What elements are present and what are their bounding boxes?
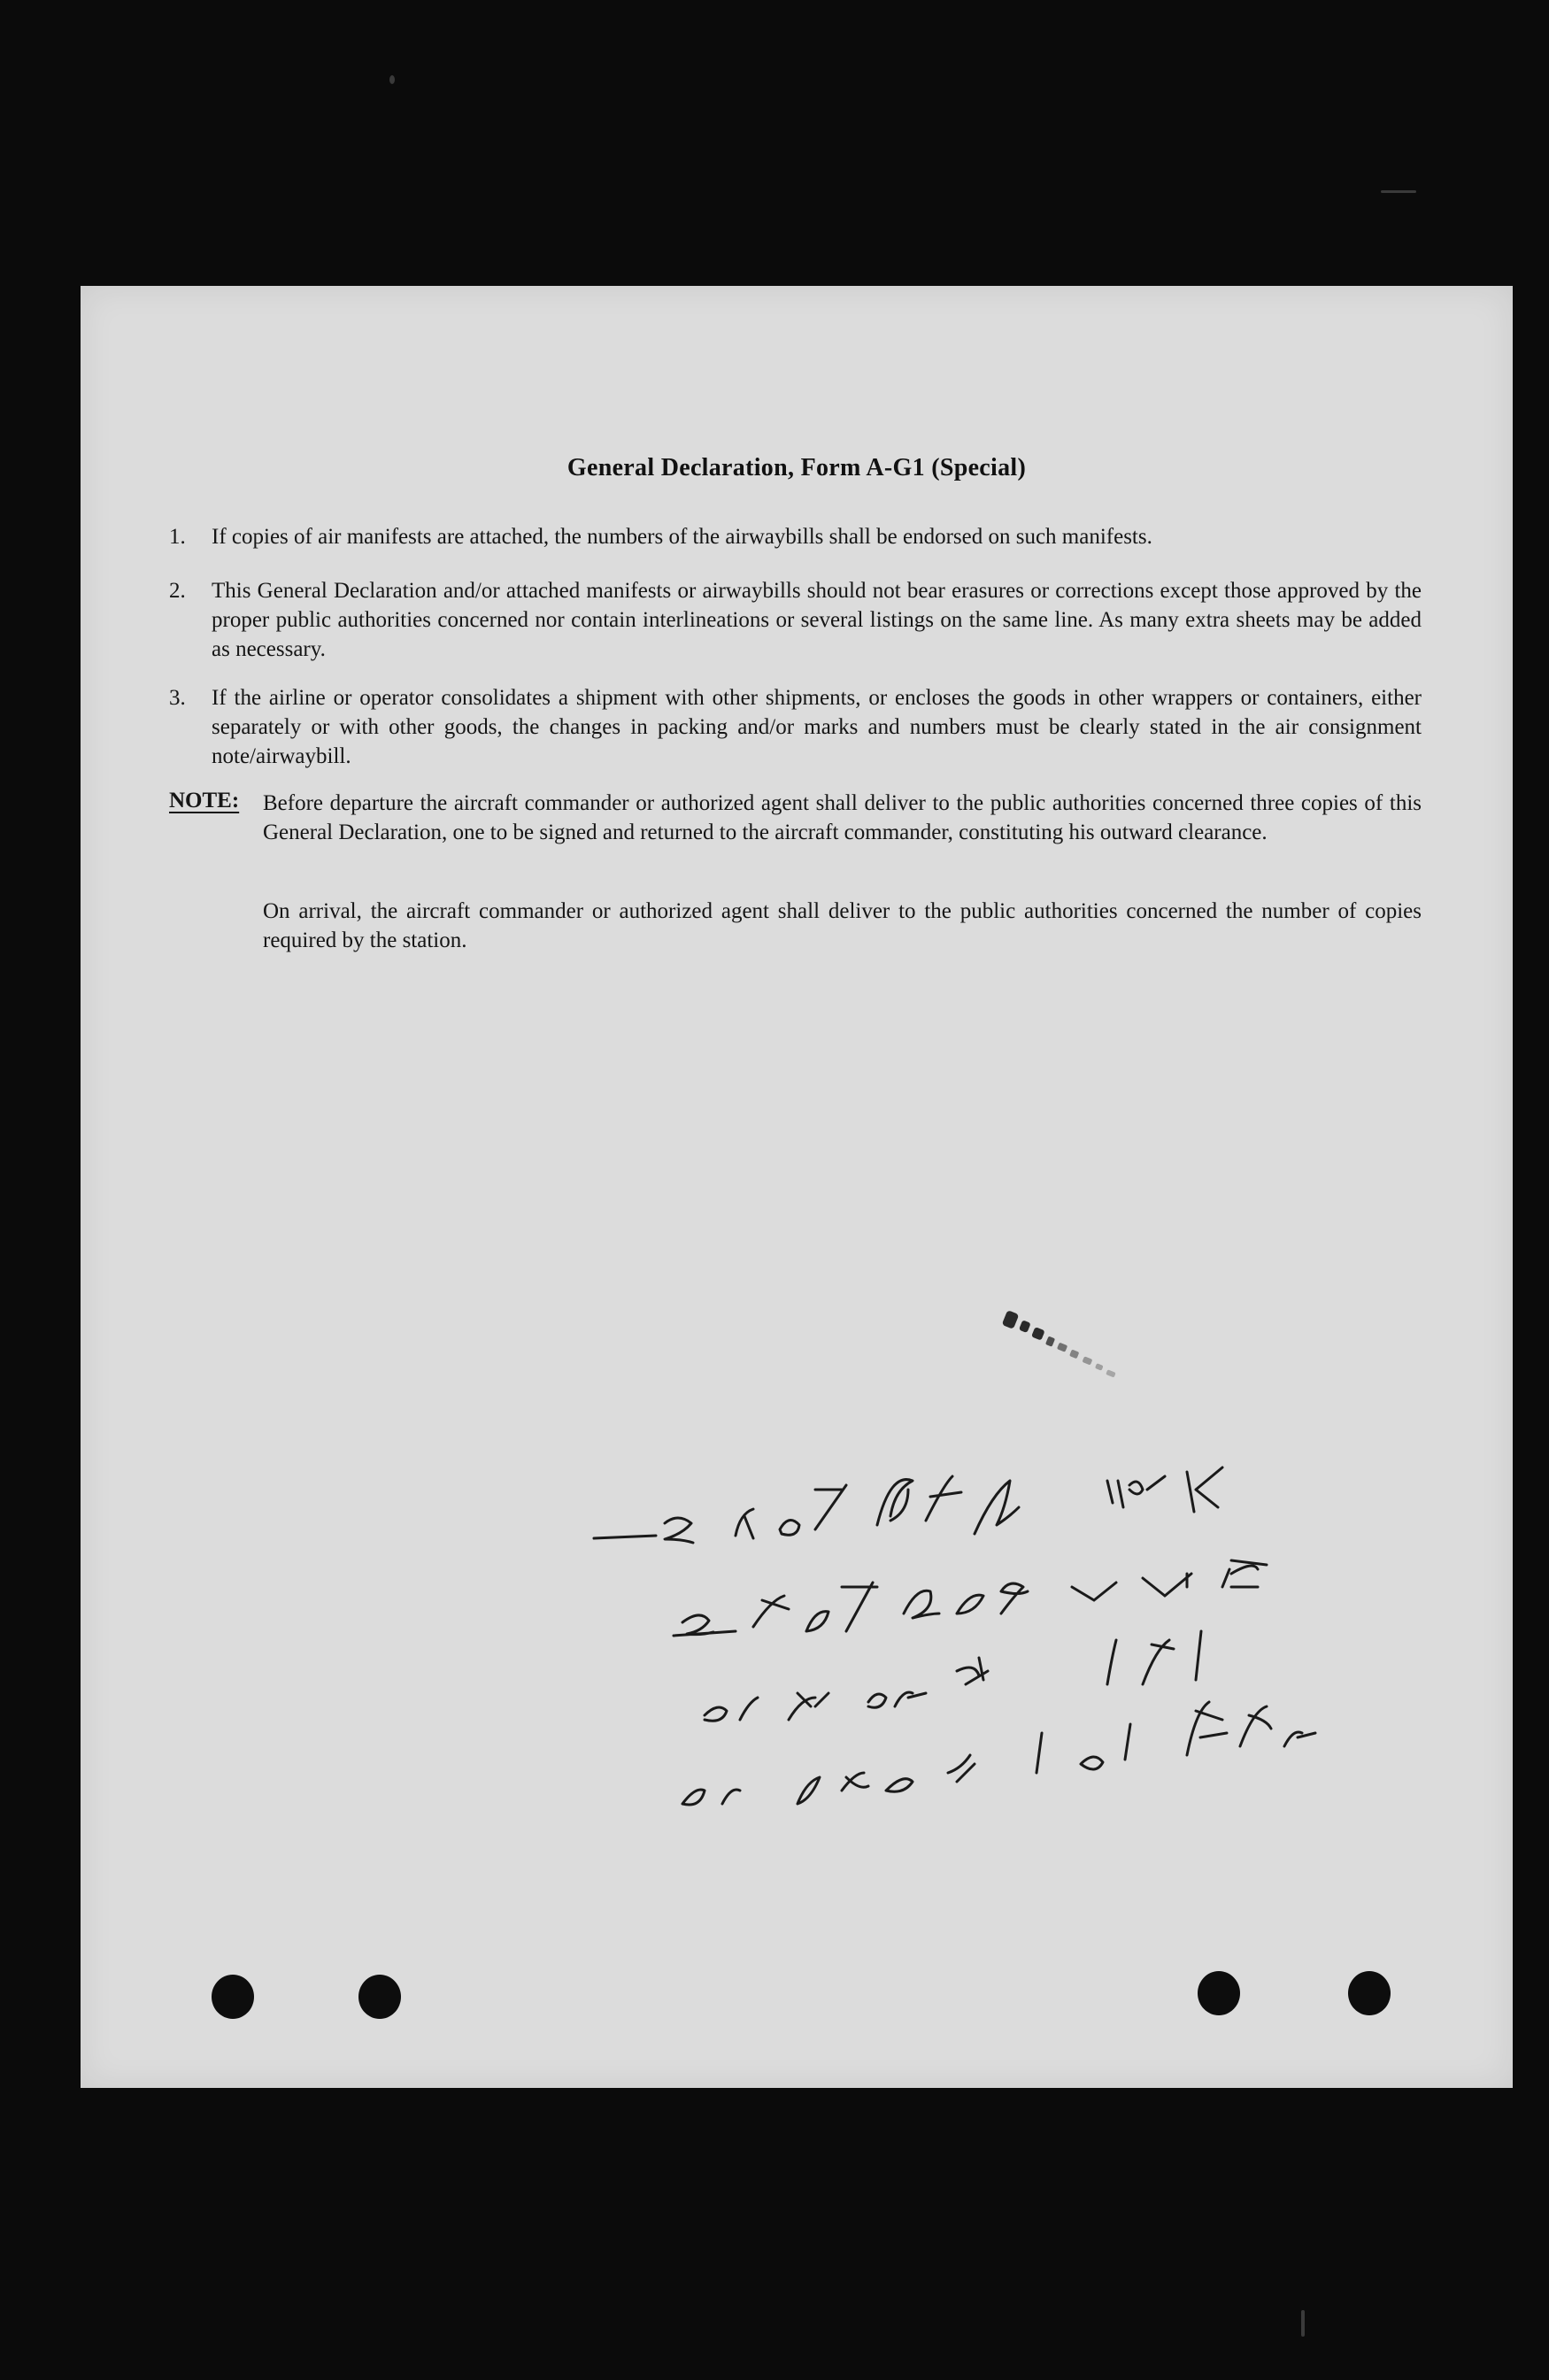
stamp-mark bbox=[992, 1308, 1222, 1406]
punch-hole bbox=[358, 1975, 401, 2019]
note-label: NOTE: bbox=[169, 789, 240, 813]
item-text: This General Declaration and/or attached manifests or airwaybills should not bear erasures or corrections except those approved by the proper public authorities concerned nor contain interlineations or several listings on the same line. As many extra sheets may be added as necessary. bbox=[212, 579, 1422, 661]
note-paragraph-2: On arrival, the aircraft commander or authorized agent shall deliver to the public authorities concerned the number of copies required by the station. bbox=[263, 899, 1422, 952]
film-speck bbox=[1381, 190, 1416, 193]
film-speck bbox=[1301, 2310, 1305, 2337]
punch-hole bbox=[212, 1975, 254, 2019]
item-number: 2. bbox=[169, 579, 186, 603]
handwritten-notes bbox=[576, 1454, 1461, 1950]
item-text: If the airline or operator consolidates a shipment with other shipments, or encloses the goods in other wrappers or containers, either separately or with other goods, the changes in packing and/or marks and numbers must be clearly stated in the air consignment note/airwaybill. bbox=[212, 686, 1422, 768]
document-page bbox=[81, 286, 1513, 2088]
punch-hole bbox=[1348, 1971, 1391, 2015]
instruction-item-2 bbox=[169, 576, 1422, 664]
film-speck bbox=[389, 75, 395, 84]
item-text: If copies of air manifests are attached, the numbers of the airwaybills shall be endorsed on such manifests. bbox=[212, 525, 1152, 549]
item-number: 3. bbox=[169, 686, 186, 710]
note-paragraph-1: Before departure the aircraft commander or authorized agent shall deliver to the public authorities concerned three copies of this General Declaration, one to be signed and returned to the aircraft commander, constituting his outward clearance. bbox=[263, 791, 1422, 844]
form-title: General Declaration, Form A-G1 (Special) bbox=[566, 454, 1027, 481]
punch-hole bbox=[1198, 1971, 1240, 2015]
instruction-item-1 bbox=[169, 522, 1422, 551]
item-number: 1. bbox=[169, 525, 186, 549]
instruction-item-3 bbox=[169, 683, 1422, 771]
